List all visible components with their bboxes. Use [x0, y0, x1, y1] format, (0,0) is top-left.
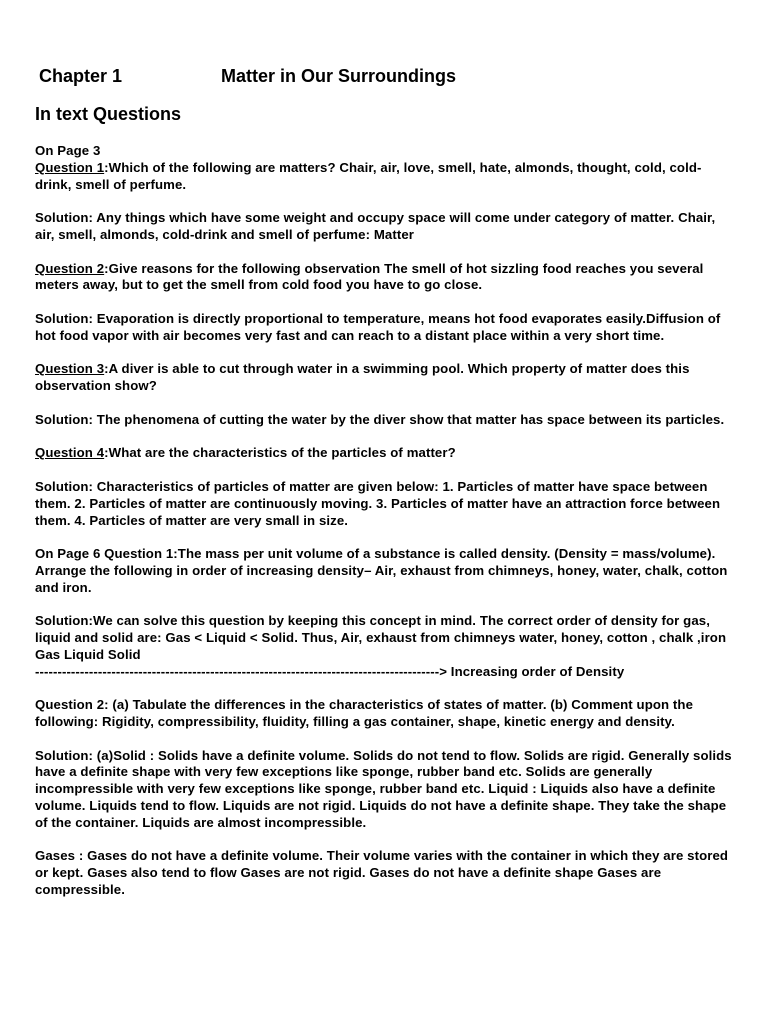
- density-order-line: ------------------------------------------------------------------------------------------> Increasing order of Density: [35, 663, 625, 679]
- question-2-text: :Give reasons for the following observation The smell of hot sizzling food reaches you several meters away, but to get the smell from cold food you have to go close.: [35, 260, 704, 293]
- page6-solution-2-gases: Gases : Gases do not have a definite volume. Their volume varies with the container in which they are stored or kept. Gases also tend to flow Gases are not rigid. Gases do not have a definite shape Gases are compressible.: [35, 848, 729, 898]
- question-1-label: Question 1: [35, 159, 105, 175]
- solution-3: Solution: The phenomena of cutting the water by the diver show that matter has space between its particles.: [35, 411, 725, 427]
- page6-solution-2: Solution: (a)Solid : Solids have a definite volume. Solids do not tend to flow. Solids are rigid. Generally solids have a definite shape with very few exceptions like sponge, rubber band etc. Solids are generally incompressible with very few exceptions like sponge, rubber band etc. Liquid : Liquids also have a definite volume. Liquids tend to flow. Liquids are not rigid. Liquids do not have a definite shape. They take the shape of the container. Liquids are almost incompressible.: [35, 747, 732, 830]
- question-1-text: :Which of the following are matters? Chair, air, love, smell, hate, almonds, thought, cold, cold-drink, smell of perfume.: [35, 159, 702, 192]
- question-1: [35, 160, 735, 194]
- solution-1: Solution: Any things which have some weight and occupy space will come under category of matter. Chair, air, smell, almonds, cold-drink and smell of perfume: Matter: [35, 210, 716, 242]
- question-4-text: :What are the characteristics of the particles of matter?: [104, 445, 456, 461]
- question-4: [35, 445, 735, 462]
- question-4-label: Question 4: [35, 445, 105, 461]
- question-3-label: Question 3: [35, 361, 105, 377]
- chapter-number: Chapter 1: [39, 66, 123, 86]
- question-2: [35, 261, 735, 295]
- chapter-title: Matter in Our Surroundings: [221, 66, 457, 86]
- document-body: [35, 143, 735, 916]
- solution-2: Solution: Evaporation is directly proportional to temperature, means hot food evaporates easily.Diffusion of hot food vapor with air becomes very fast and can reach to a distant place within a very short time.: [35, 310, 721, 343]
- solution-4: Solution: Characteristics of particles of matter are given below: 1. Particles of matter have space between them. 2. Particles of matter are continuously moving. 3. Particles of matter have an attraction force between them. 4. Particles of matter are very small in size.: [35, 478, 721, 528]
- page6-question-1: On Page 6 Question 1:The mass per unit volume of a substance is called density. (Density = mass/volume). Arrange the following in order of increasing density– Air, exhaust from chimneys, honey, water, chalk, cotton and iron.: [35, 546, 728, 595]
- chapter-header: [39, 66, 457, 87]
- page3-label: On Page 3: [35, 143, 101, 158]
- question-3: [35, 361, 735, 395]
- page6-question-2: Question 2: (a) Tabulate the differences in the characteristics of states of matter. (b) Comment upon the following: Rigidity, compressibility, fluidity, filling a gas container, shape, kinetic energy and density.: [35, 697, 694, 730]
- question-2-label: Question 2: [35, 260, 105, 276]
- page6-solution-1: Solution:We can solve this question by keeping this concept in mind. The correct order of density for gas, liquid and solid are: Gas < Liquid < Solid. Thus, Air, exhaust from chimneys water, honey, cotton , chalk ,iron Gas Liquid Solid: [35, 613, 727, 662]
- section-title: In text Questions: [35, 104, 182, 124]
- question-3-text: :A diver is able to cut through water in a swimming pool. Which property of matter does this observation show?: [35, 361, 690, 394]
